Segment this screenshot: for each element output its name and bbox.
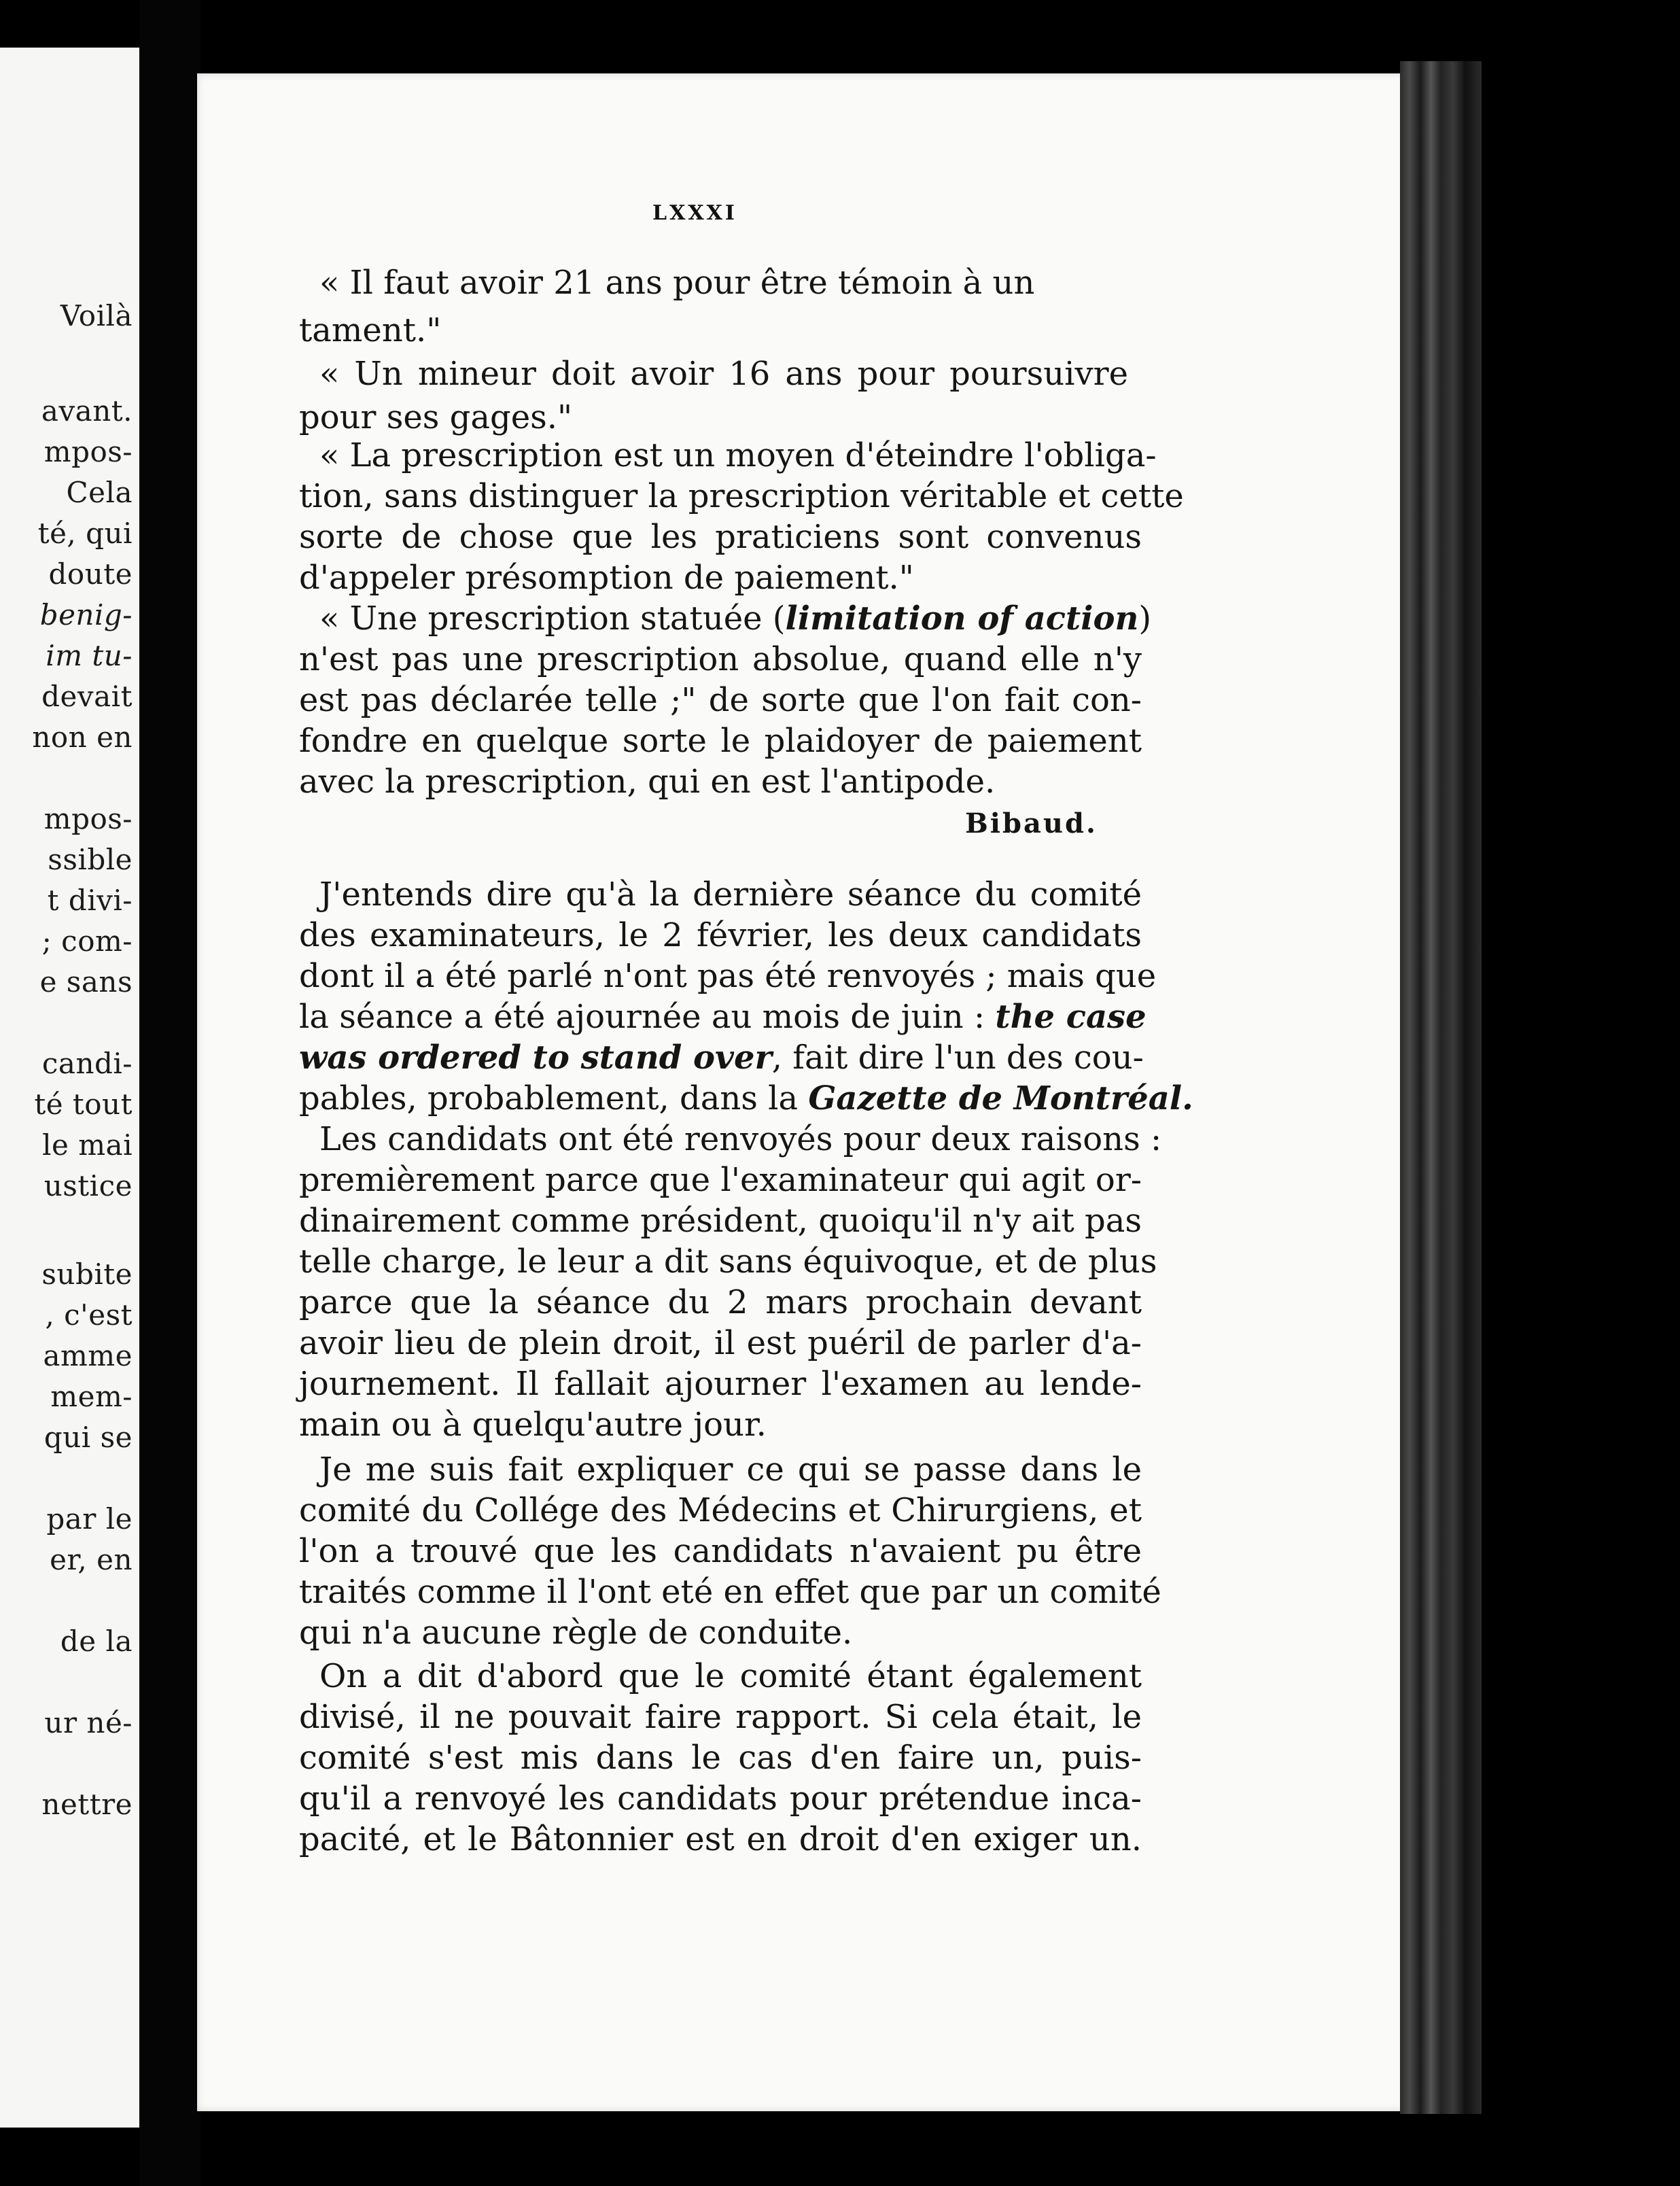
left-page-text-fragment: ur né- xyxy=(44,1706,133,1739)
text-line: avoir lieu de plein droit, il est puéril de parler d'a- xyxy=(299,1324,1142,1362)
text-segment: ) xyxy=(1138,600,1152,638)
text-line: tion, sans distinguer la prescription véritable et cette xyxy=(299,477,1184,515)
text-line: « Un mineur doit avoir 16 ans pour poursuivre xyxy=(319,355,1128,393)
text-segment: la séance a été ajournée au mois de juin : xyxy=(299,998,996,1036)
text-line: Je me suis fait expliquer ce qui se passe dans le xyxy=(319,1451,1142,1489)
italic-segment: was ordered to stand over xyxy=(299,1039,772,1077)
text-line: avec la prescription, qui en est l'antipode. xyxy=(299,763,996,801)
previous-page-fragment xyxy=(0,48,139,2128)
text-line: tament." xyxy=(299,311,442,349)
left-page-text-fragment: im tu- xyxy=(46,639,133,672)
left-page-text-fragment: mpos- xyxy=(43,435,133,468)
text-line: n'est pas une prescription absolue, quand elle n'y xyxy=(299,640,1142,678)
left-page-text-fragment: qui se xyxy=(43,1421,133,1454)
text-line: journement. Il fallait ajourner l'examen au lende- xyxy=(299,1365,1142,1403)
text-line: divisé, il ne pouvait faire rapport. Si cela était, le xyxy=(299,1698,1142,1736)
signature: Bibaud. xyxy=(965,808,1098,839)
text-line: comité s'est mis dans le cas d'en faire un, puis- xyxy=(299,1739,1142,1777)
left-page-text-fragment: , c'est xyxy=(45,1298,133,1332)
left-page-text-fragment: ustice xyxy=(43,1169,133,1202)
text-line: sorte de chose que les praticiens sont convenus xyxy=(299,518,1142,556)
left-page-text-fragment: subite xyxy=(41,1257,133,1291)
text-line: l'on a trouvé que les candidats n'avaient pu être xyxy=(299,1532,1142,1570)
page-number-header: LXXXI xyxy=(652,201,737,225)
left-page-text-fragment: ; com- xyxy=(41,924,133,958)
left-page-text-fragment: er, en xyxy=(50,1543,133,1576)
text-line: pacité, et le Bâtonnier est en droit d'en exiger un. xyxy=(299,1820,1142,1858)
left-page-text-fragment: nettre xyxy=(41,1788,133,1821)
text-line: pour ses gages." xyxy=(299,398,573,436)
text-line: comité du Collége des Médecins et Chirurgiens, et xyxy=(299,1491,1142,1529)
italic-segment: Gazette de Montréal. xyxy=(808,1079,1193,1117)
left-page-text-fragment: t divi- xyxy=(47,884,133,917)
text-line xyxy=(299,998,1147,1036)
scan-background xyxy=(1482,0,1680,2186)
left-page-text-fragment: le mai xyxy=(42,1128,133,1162)
text-segment: , fait dire l'un des cou- xyxy=(771,1039,1144,1077)
text-line: qu'il a renvoyé les candidats pour prétendue inca- xyxy=(299,1780,1142,1818)
left-page-text-fragment: de la xyxy=(60,1625,133,1658)
left-page-text-fragment: non en xyxy=(32,721,133,754)
left-page-text-fragment: benig- xyxy=(39,598,133,631)
book-gutter xyxy=(139,0,200,2186)
text-segment: pables, probablement, dans la xyxy=(299,1079,809,1117)
left-page-text-fragment: Cela xyxy=(66,476,133,509)
left-page-text-fragment: e sans xyxy=(39,965,133,999)
italic-segment: the case xyxy=(995,998,1147,1036)
text-line: qui n'a aucune règle de conduite. xyxy=(299,1614,853,1652)
page-edges xyxy=(1400,61,1482,2114)
italic-segment: limitation of action xyxy=(785,600,1139,638)
left-page-text-fragment: avant. xyxy=(41,394,133,428)
text-line: On a dit d'abord que le comité étant également xyxy=(319,1657,1142,1695)
left-page-text-fragment: doute xyxy=(48,557,133,591)
text-segment: « Une prescription statuée ( xyxy=(319,600,786,638)
text-line: traités comme il l'ont eté en effet que par un comité xyxy=(299,1573,1161,1611)
left-page-text-fragment: par le xyxy=(46,1502,133,1536)
text-line xyxy=(299,1039,1144,1077)
text-line: fondre en quelque sorte le plaidoyer de paiement xyxy=(299,722,1142,760)
left-page-text-fragment: mpos- xyxy=(43,802,133,835)
left-page-text-fragment: mem- xyxy=(50,1380,133,1413)
text-line xyxy=(319,600,1152,638)
text-line: dont il a été parlé n'ont pas été renvoyés ; mais que xyxy=(299,957,1157,995)
text-line: J'entends dire qu'à la dernière séance du comité xyxy=(319,875,1142,914)
text-line xyxy=(299,1079,1193,1117)
left-page-text-fragment: Voilà xyxy=(60,299,133,332)
left-page-text-fragment: devait xyxy=(41,680,133,713)
text-line: des examinateurs, le 2 février, les deux candidats xyxy=(299,916,1142,954)
left-page-text-fragment: amme xyxy=(43,1339,133,1372)
left-page-text-fragment: té, qui xyxy=(37,517,133,550)
left-page-text-fragment: ssible xyxy=(48,843,133,876)
text-line: est pas déclarée telle ;" de sorte que l'on fait con- xyxy=(299,681,1142,719)
text-line: d'appeler présomption de paiement." xyxy=(299,559,914,597)
text-line: parce que la séance du 2 mars prochain devant xyxy=(299,1283,1142,1321)
text-line: Les candidats ont été renvoyés pour deux raisons : xyxy=(319,1120,1162,1158)
text-line: dinairement comme président, quoiqu'il n'y ait pas xyxy=(299,1202,1142,1240)
text-line: « Il faut avoir 21 ans pour être témoin à un xyxy=(319,264,1035,302)
left-page-text-fragment: té tout xyxy=(34,1088,133,1121)
text-line: premièrement parce que l'examinateur qui agit or- xyxy=(299,1161,1142,1199)
left-page-text-fragment: candi- xyxy=(41,1047,133,1080)
text-line: main ou à quelqu'autre jour. xyxy=(299,1406,767,1444)
text-line: « La prescription est un moyen d'éteindre l'obliga- xyxy=(319,436,1157,474)
text-line: telle charge, le leur a dit sans équivoque, et de plus xyxy=(299,1243,1157,1281)
